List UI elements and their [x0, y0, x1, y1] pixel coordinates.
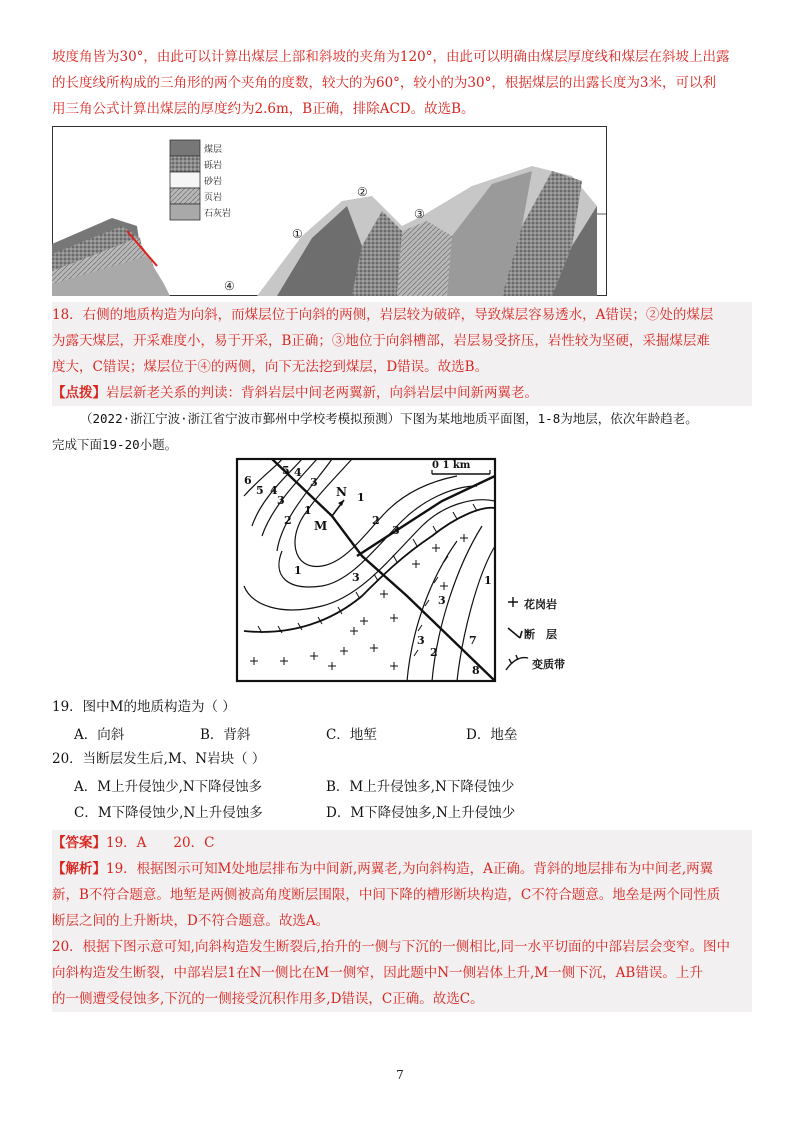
stratum-label: 3	[438, 594, 446, 607]
top-analysis	[52, 44, 752, 122]
stratum-label: 3	[417, 634, 425, 647]
analysis-19	[52, 856, 752, 934]
scale-label: 0 1 km	[432, 460, 471, 471]
stratum-label: 3	[392, 524, 400, 537]
stratum-label: 4	[294, 466, 302, 479]
stratum-label: 7	[469, 634, 477, 647]
marker-1: ①	[292, 227, 303, 241]
tip-line	[52, 380, 752, 406]
q19-stem: 19．图中M的地质构造为（ ）	[52, 699, 236, 715]
question-intro	[52, 406, 752, 458]
text-line: 坡度角皆为30°，由此可以计算出煤层上部和斜坡的夹角为120°，由此可以明确由煤层厚度线和煤层在斜坡上出露	[52, 49, 730, 65]
q20-option-b: B．M上升侵蚀多,N下降侵蚀少	[326, 779, 515, 795]
q20-option-d: D．M下降侵蚀多,N上升侵蚀少	[326, 805, 516, 821]
stratum-label: 1	[357, 491, 365, 504]
q20-option-a: A．M上升侵蚀少,N下降侵蚀多	[74, 779, 263, 795]
q19-option-d: D．地垒	[466, 727, 518, 743]
legend-label: 砾岩	[204, 161, 223, 171]
legend-swatch-sandstone	[170, 172, 200, 188]
q18-analysis	[52, 302, 752, 380]
stratum-label: 2	[372, 514, 380, 527]
q19-option-a: A．向斜	[74, 727, 125, 743]
q19-option-c: C．地堑	[326, 727, 377, 743]
stratum-label: 6	[244, 474, 252, 487]
text-line: 的长度线所构成的三角形的两个夹角的度数，较大的为60°，较小的为30°，根据煤层的出露长度为3米，可以利	[52, 75, 716, 91]
metamorphic-legend-icon	[506, 655, 528, 670]
q20-option-c: C．M下降侵蚀少,N上升侵蚀多	[74, 805, 263, 821]
stratum-label: 8	[472, 664, 480, 677]
stratum-label: 1	[484, 574, 492, 587]
geologic-map-figure	[232, 456, 572, 686]
text-line: 20．根据下图示意可知,向斜构造发生断裂后,抬升的一侧与下沉的一侧相比,同一水平切面的中部岩层会变窄。图中	[52, 939, 731, 955]
text-line: （2022·浙江宁波·浙江省宁波市鄞州中学校考模拟预测）下图为某地地质平面图，1-8为地层，依次年龄趋老。	[80, 411, 698, 426]
marker-3: ③	[414, 207, 425, 221]
q20-stem: 20．当断层发生后,M、N岩块（ ）	[52, 751, 266, 767]
tip-text: 岩层新老关系的判读：背斜岩层中间老两翼新，向斜岩层中间新两翼老。	[106, 385, 538, 401]
text-line: 为露天煤层，开采难度小，易于开采，B正确；③地位于向斜槽部，岩层易受挤压，岩性较为坚硬，采掘煤层难	[52, 333, 710, 349]
legend-swatch-coal	[170, 140, 200, 156]
stratum-label: 1	[294, 564, 302, 577]
legend-label: 煤层	[204, 145, 223, 155]
text-line: 18．右侧的地质构造为向斜，而煤层位于向斜的两侧，岩层较为破碎，导致煤层容易透水，A错误；②处的煤层	[52, 307, 714, 323]
text-line: 19．根据图示可知M处地层排布为中间新,两翼老,为向斜构造，A正确。背斜的地层排布为中间老,两翼	[106, 861, 714, 877]
page-number: 7	[396, 1068, 404, 1082]
stratum-label: 1	[304, 504, 312, 517]
legend-swatch-conglomerate	[170, 156, 200, 172]
text-line: 断层之间的上升断块，D不符合题意。故选A。	[52, 913, 330, 929]
label-n: N	[336, 485, 347, 499]
text-line: 用三角公式计算出煤层的厚度约为2.6m，B正确，排除ACD。故选B。	[52, 101, 475, 117]
text-line: 度大，C错误；煤层位于④的两侧，向下无法挖到煤层，D错误。故选B。	[52, 359, 489, 375]
fault-legend-icon	[508, 628, 522, 638]
text-line: 的一侧遭受侵蚀多,下沉的一侧接受沉积作用多,D错误，C正确。故选C。	[52, 991, 484, 1007]
answer-text: 19．A 20．C	[106, 835, 215, 851]
legend-label: 花岗岩	[524, 598, 557, 611]
cross-section-figure	[52, 126, 607, 296]
legend-label: 石灰岩	[204, 209, 232, 219]
geologic-map-svg	[232, 456, 572, 686]
cross-section-svg	[52, 126, 607, 296]
legend-swatch-shale	[170, 188, 200, 204]
stratum-label: 3	[352, 571, 360, 584]
analysis-20	[52, 934, 752, 1012]
stratum-label: 5	[282, 464, 290, 477]
legend-label: 变质带	[532, 658, 565, 671]
answer-tag: 【答案】	[52, 835, 106, 851]
marker-2: ②	[357, 185, 368, 199]
q19-option-b: B．背斜	[200, 727, 251, 743]
text-line: 新，B不符合题意。地堑是两侧被高角度断层围限，中间下降的槽形断块构造，C不符合题意。地垒是两个同性质	[52, 887, 721, 903]
stratum-label: 2	[284, 514, 292, 527]
stratum-label: 4	[270, 484, 278, 497]
legend-label: 页岩	[204, 193, 223, 203]
stratum-label: 3	[277, 494, 285, 507]
tip-tag: 【点拨】	[52, 385, 106, 401]
stratum-label: 2	[430, 646, 438, 659]
granite-legend-icon	[508, 597, 518, 607]
analysis-tag: 【解析】	[52, 861, 106, 877]
legend-swatch-limestone	[170, 204, 200, 220]
text-line: 完成下面19-20小题。	[52, 437, 178, 452]
legend-label: 断 层	[524, 628, 557, 641]
label-m: M	[314, 519, 328, 533]
stratum-label: 3	[310, 476, 318, 489]
marker-4: ④	[224, 279, 235, 293]
answer-line	[52, 830, 752, 856]
stratum-label: 5	[256, 484, 264, 497]
legend-label: 砂岩	[204, 177, 223, 187]
text-line: 向斜构造发生断裂，中部岩层1在N一侧比在M一侧窄，因此题中N一侧岩体上升,M一侧下沉，AB错误。上升	[52, 965, 703, 981]
stratum-shale-right	[397, 221, 452, 296]
